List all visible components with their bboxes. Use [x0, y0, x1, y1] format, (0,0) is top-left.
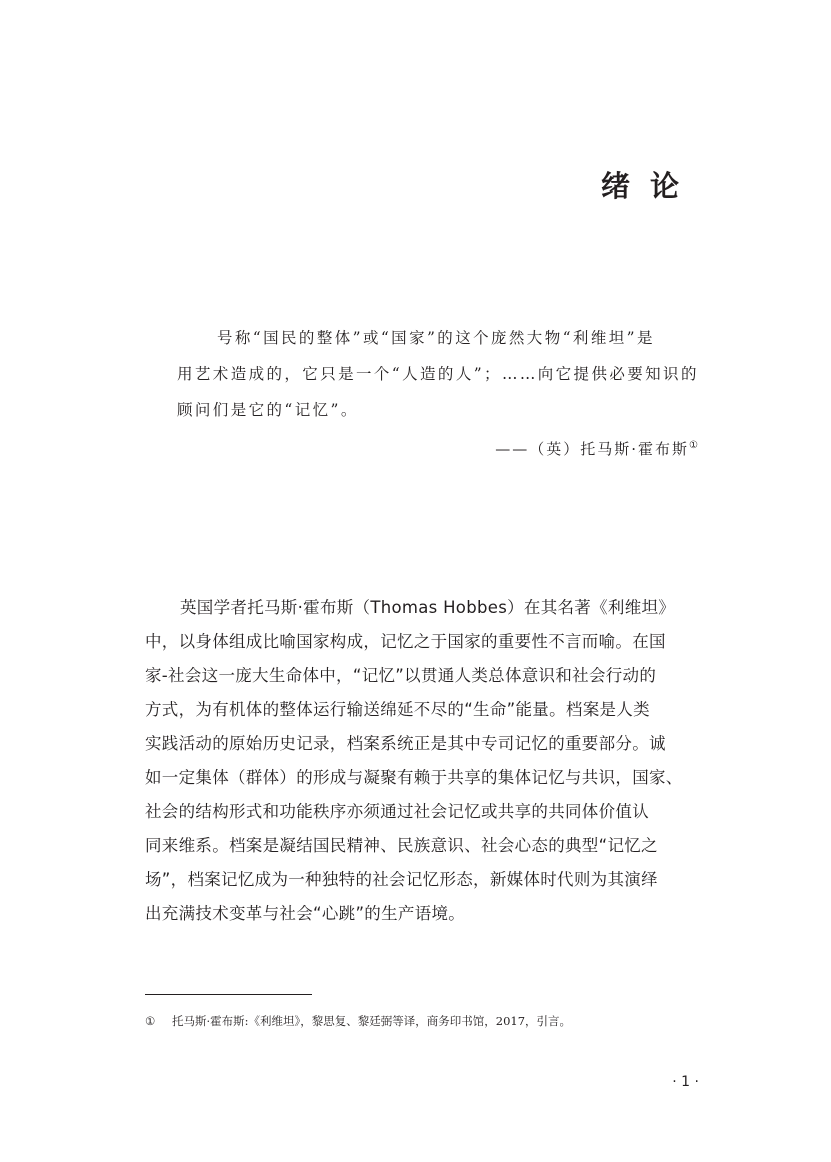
body-line: 方式，为有机体的整体运行输送绵延不尽的“生命”能量。档案是人类	[145, 700, 650, 719]
body-line: 社会的结构形式和功能秩序亦须通过社会记忆或共享的共同体价值认	[145, 802, 649, 821]
footnote	[145, 1012, 571, 1030]
body-line: 实践活动的原始历史记录，档案系统正是其中专司记忆的重要部分。诚	[145, 734, 666, 753]
epigraph-line: 用艺术造成的，它只是一个“人造的人”；……向它提供必要知识的	[177, 365, 699, 383]
body-line: 出充满技术变革与社会“心跳”的生产语境。	[145, 904, 466, 923]
body-line: 家-社会这一庞大生命体中，“记忆”以贯通人类总体意识和社会行动的	[145, 666, 657, 685]
footnote-text: 托马斯·霍布斯:《利维坦》，黎思复、黎廷弼等译，商务印书馆，2017，引言。	[172, 1014, 572, 1028]
epigraph-line: 号称“国民的整体”或“国家”的这个庞然大物“利维坦”是	[217, 329, 655, 347]
epigraph-source-text: ——（英）托马斯·霍布斯	[495, 440, 690, 458]
epigraph-source	[495, 436, 698, 459]
body-line: 中，以身体组成比喻国家构成，记忆之于国家的重要性不言而喻。在国	[145, 632, 666, 651]
body-line: 同来维系。档案是凝结国民精神、民族意识、社会心态的典型“记忆之	[145, 836, 658, 855]
footnote-marker: ①	[145, 1014, 156, 1028]
body-line: 英国学者托马斯·霍布斯（Thomas Hobbes）在其名著《利维坦》	[180, 598, 676, 617]
body-line: 如一定集体（群体）的形成与凝聚有赖于共享的集体记忆与共识，国家、	[145, 768, 683, 787]
footnote-reference[interactable]: ①	[689, 440, 698, 451]
body-line: 场”，档案记忆成为一种独特的社会记忆形态，新媒体时代则为其演绎	[145, 870, 658, 889]
epigraph-line: 顾问们是它的“记忆”。	[177, 401, 359, 419]
footnote-divider	[145, 994, 312, 995]
page-number: · 1 ·	[672, 1074, 699, 1090]
chapter-title: 绪论	[600, 169, 699, 203]
